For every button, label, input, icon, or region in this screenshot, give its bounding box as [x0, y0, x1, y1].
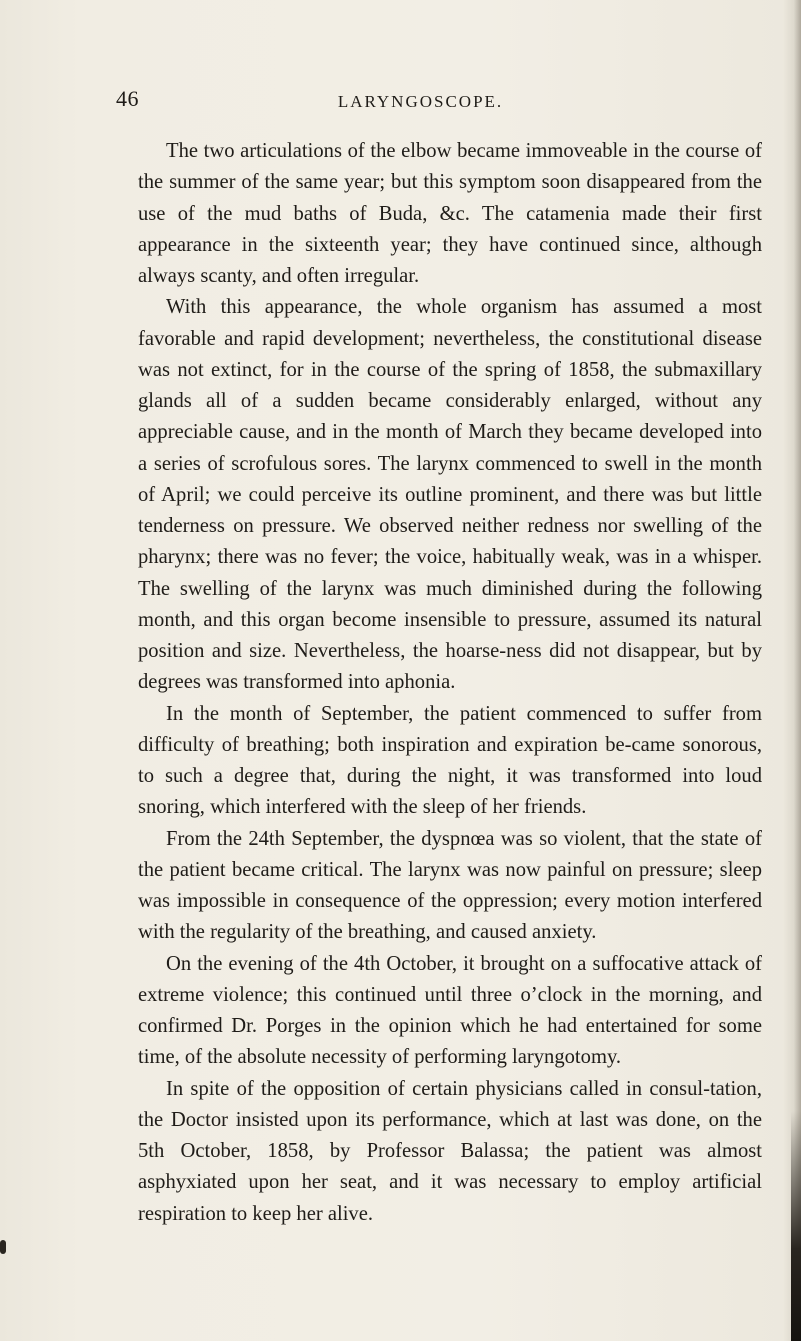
page-edge-mark — [0, 1240, 6, 1254]
paragraph-4: From the 24th September, the dyspnœa was so violent, that the state of the patient became critical. The larynx was now painful on pressure; sleep was impossible in consequence of the oppression; every motion interfered with the regularity of the breathing, and caused anxiety. — [138, 827, 762, 944]
paragraph-6: In spite of the opposition of certain physicians called in consul-tation, the Doctor insisted upon its performance, which at last was done, on the 5th October, 1858, by Professor Balassa; the patient was almost asphyxiated upon her seat, and it was necessary to employ artificial respiration to keep her alive. — [138, 1077, 762, 1225]
paragraph-2: With this appearance, the whole organism has assumed a most favorable and rapid development; nevertheless, the constitutional disease was not extinct, for in the course of the spring of 1858, the submaxillary glands all of a sudden became considerably enlarged, without any appreciable cause, and in the month of March they became developed into a series of scrofulous sores. The larynx commenced to swell in the month of April; we could perceive its outline prominent, and there was but little tenderness on pressure. We observed neither redness nor swelling of the pharynx; there was no fever; the voice, habitually weak, was in a whisper. The swelling of the larynx was much diminished during the following month, and this organ become insensible to pressure, assumed its natural position and size. Nevertheless, the hoarse-ness did not disappear, but by degrees was transformed into aphonia. — [138, 296, 762, 694]
paragraph-1: The two articulations of the elbow became immoveable in the course of the summer of the same year; but this symptom soon disappeared from the use of the mud baths of Buda, &c. The catamenia made their first appearance in the sixteenth year; they have continued since, although always scanty, and often irregular. — [138, 140, 762, 287]
page-edge-dark — [791, 1111, 801, 1341]
running-head — [0, 92, 801, 112]
paragraph-5: On the evening of the 4th October, it brought on a suffocative attack of extreme violence; this continued until three o’clock in the morning, and confirmed Dr. Porges in the opinion which he had entertained for some time, of the absolute necessity of performing laryngotomy. — [138, 952, 762, 1069]
paragraph-3: In the month of September, the patient commenced to suffer from difficulty of breathing; both inspiration and expiration be-came sonorous, to such a degree that, during the night, it was transformed into loud snoring, which interfered with the sleep of her friends. — [138, 702, 762, 819]
running-head-title: LARYNGOSCOPE. — [337, 92, 504, 111]
page-number: 46 — [116, 86, 139, 111]
body-text — [138, 136, 762, 1230]
